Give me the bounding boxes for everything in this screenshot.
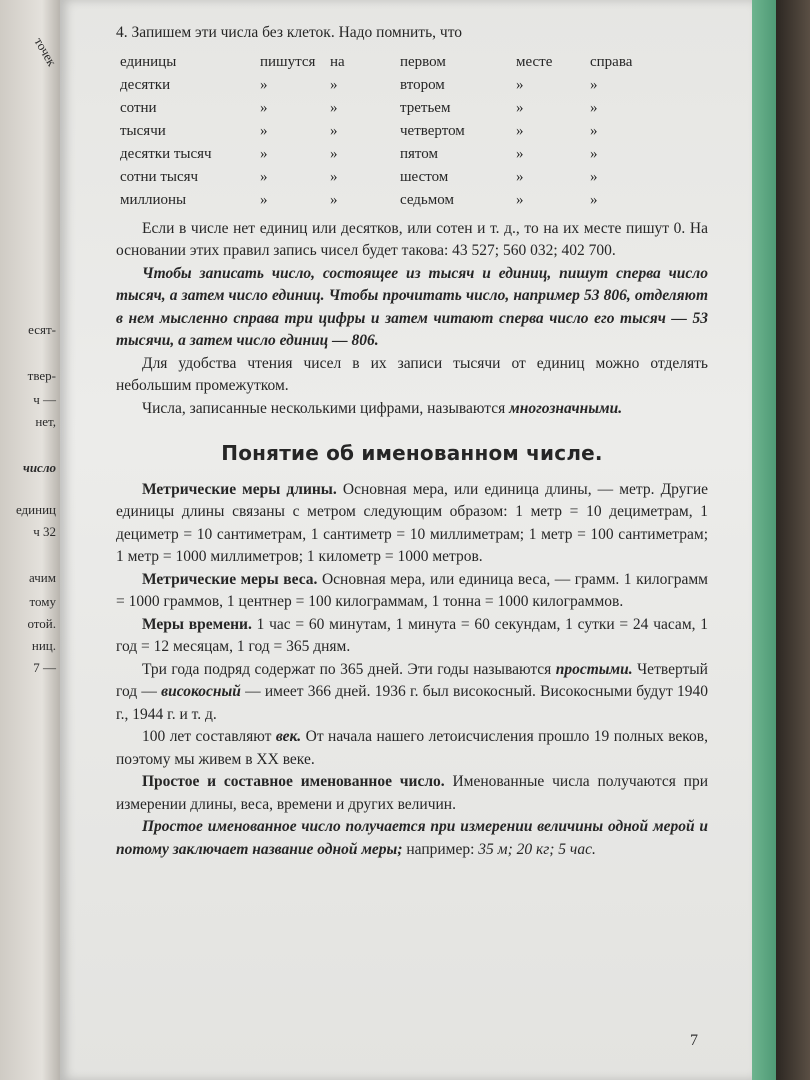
simple-number-paragraph xyxy=(116,816,708,861)
rule-verb: » xyxy=(260,168,268,185)
rule-prep: » xyxy=(330,145,338,162)
rule-side: » xyxy=(590,76,598,93)
left-fragment: твер- xyxy=(27,368,56,383)
leap-text-b: Четвертый год — xyxy=(116,660,708,700)
length-paragraph xyxy=(116,479,708,569)
left-page-margin xyxy=(0,0,60,1080)
simple-number-rule: Простое именованное число получается при измерении величины одной мерой и потому заключает название одной меры; xyxy=(116,818,708,858)
left-fragment: ч 32 xyxy=(33,524,56,539)
rule-row xyxy=(120,120,708,143)
spacing-paragraph: Для удобства чтения чисел в их записи тысячи от единиц можно отделять небольшим промежутком. xyxy=(116,354,708,394)
left-fragment: точек xyxy=(31,34,60,69)
rule-place: седьмом xyxy=(400,191,454,208)
rule-position: » xyxy=(516,76,524,93)
multidigit-term: многозначными. xyxy=(509,399,623,417)
read-write-rule-paragraph: Чтобы записать число, состоящее из тысяч и единиц, пишут сперва число тысяч, а затем число единиц. Чтобы прочитать число, например 53 806, отделяют в нем мысленно справа три цифры и затем читают сперва число его тысяч — 53 тысячи, а затем число единиц — 806. xyxy=(116,264,708,349)
rule-side: » xyxy=(590,122,598,139)
length-text: Основная мера, или единица длины, — метр. Другие единицы длины связаны с метром следующим образом: 1 метр = 10 дециметрам, 1 дециметр = 10 сантиметрам, 1 сантиметр = 10 миллиметрам; 1 метр = 100 сантиметрам; 1 метр = 1000 миллиметров; 1 километр = 1000 метров. xyxy=(116,480,709,565)
rule-position: » xyxy=(516,122,524,139)
section1-lead: 4. Запишем эти числа без клеток. Надо помнить, что xyxy=(116,24,463,41)
rule-verb: » xyxy=(260,145,268,162)
rule-position: » xyxy=(516,145,524,162)
rule-side: » xyxy=(590,191,598,208)
rule-verb: » xyxy=(260,76,268,93)
rule-unit: единицы xyxy=(120,53,177,70)
page-text xyxy=(116,22,708,861)
rule-position: » xyxy=(516,99,524,116)
rule-position: » xyxy=(516,168,524,185)
weight-paragraph xyxy=(116,569,708,614)
left-fragment: есят- xyxy=(28,322,56,337)
time-paragraph xyxy=(116,614,708,659)
leap-year-paragraph xyxy=(116,659,708,727)
simple-number-examples: 35 м; 20 кг; 5 час. xyxy=(478,840,596,858)
rule-unit: десятки тысяч xyxy=(120,145,212,162)
leap-term-simple: простыми. xyxy=(555,660,633,678)
rule-row xyxy=(120,97,708,120)
rule-place: шестом xyxy=(400,168,449,185)
page-number: 7 xyxy=(690,1032,698,1049)
weight-title: Метрические меры веса. xyxy=(142,570,318,588)
book-cover-edge xyxy=(752,0,776,1080)
rule-verb: » xyxy=(260,122,268,139)
left-fragment: единиц xyxy=(15,502,56,517)
rule-place: третьем xyxy=(400,99,451,116)
century-paragraph xyxy=(116,726,708,771)
rule-place: пятом xyxy=(400,145,438,162)
book-page xyxy=(60,0,752,1080)
rule-verb: » xyxy=(260,99,268,116)
time-title: Меры времени. xyxy=(142,615,252,633)
named-number-paragraph xyxy=(116,771,708,816)
named-number-title: Простое и составное именованное число. xyxy=(142,773,445,790)
rule-position: месте xyxy=(516,53,553,70)
length-title: Метрические меры длины. xyxy=(142,480,337,498)
section-heading: Понятие об именованном числе. xyxy=(221,441,603,465)
left-fragment: 7 — xyxy=(33,660,56,675)
rule-verb: пишутся xyxy=(260,53,316,70)
rule-side: » xyxy=(590,99,598,116)
rule-prep: » xyxy=(330,168,338,185)
rule-side: » xyxy=(590,168,598,185)
rule-prep: » xyxy=(330,191,338,208)
left-fragment: ч — xyxy=(33,392,56,407)
weight-text: Основная мера, или единица веса, — грамм. 1 килограмм = 1000 граммов, 1 центнер = 100 килограммам, 1 тонна = 1000 килограммов. xyxy=(116,570,708,610)
multidigit-paragraph xyxy=(116,398,708,421)
leap-text-a: Три года подряд содержат по 365 дней. Эти годы называются xyxy=(142,660,556,678)
rule-side: справа xyxy=(590,53,633,70)
rule-row xyxy=(120,51,708,74)
rule-place: первом xyxy=(400,53,446,70)
left-fragment: ниц. xyxy=(31,638,56,653)
century-term: век. xyxy=(275,728,302,745)
time-text: 1 час = 60 минутам, 1 минута = 60 секундам, 1 сутки = 24 часам, 1 год = 12 месяцам, 1 год = 365 дням. xyxy=(116,615,709,655)
rule-prep: » xyxy=(330,122,338,139)
left-fragment: ачим xyxy=(29,570,56,585)
rule-prep: » xyxy=(330,99,338,116)
rule-unit: сотни xyxy=(120,99,157,116)
century-text-b: От начала нашего летоисчисления прошло 19 полных веков, поэтому мы живем в XX веке. xyxy=(116,728,708,768)
rule-prep: » xyxy=(330,76,338,93)
simple-number-tail: например: xyxy=(402,840,479,858)
leap-term-leap: високосный xyxy=(161,683,241,700)
century-text-a: 100 лет составляют xyxy=(142,728,276,745)
rule-verb: » xyxy=(260,191,268,208)
rule-place: втором xyxy=(400,76,445,93)
rule-row xyxy=(120,74,708,97)
multidigit-text: Числа, записанные несколькими цифрами, называются xyxy=(142,399,510,417)
rule-row xyxy=(120,166,708,189)
rule-position: » xyxy=(516,191,524,208)
rule-place: четвертом xyxy=(400,122,465,139)
named-number-text: Именованные числа получаются при измерении длины, веса, времени и других величин. xyxy=(116,773,708,813)
rule-unit: миллионы xyxy=(120,191,187,208)
rule-unit: сотни тысяч xyxy=(120,168,199,185)
place-value-rules xyxy=(120,51,708,212)
left-fragment: тому xyxy=(29,594,56,609)
rule-unit: десятки xyxy=(120,76,171,93)
left-fragment: число xyxy=(23,460,56,475)
rule-row xyxy=(120,189,708,212)
zero-rule-paragraph: Если в числе нет единиц или десятков, или сотен и т. д., то на их месте пишут 0. На основании этих правил запись чисел будет такова: 43 527; 560 032; 402 700. xyxy=(116,219,708,259)
rule-unit: тысячи xyxy=(120,122,166,139)
left-fragment: отой. xyxy=(27,616,56,631)
rule-row xyxy=(120,143,708,166)
rule-side: » xyxy=(590,145,598,162)
leap-text-c: — имеет 366 дней. 1936 г. был високосный. Високосными будут 1940 г., 1944 г. и т. д. xyxy=(116,683,708,723)
left-fragment: нет, xyxy=(35,414,56,429)
rule-prep: на xyxy=(330,53,345,70)
background-edge xyxy=(776,0,810,1080)
